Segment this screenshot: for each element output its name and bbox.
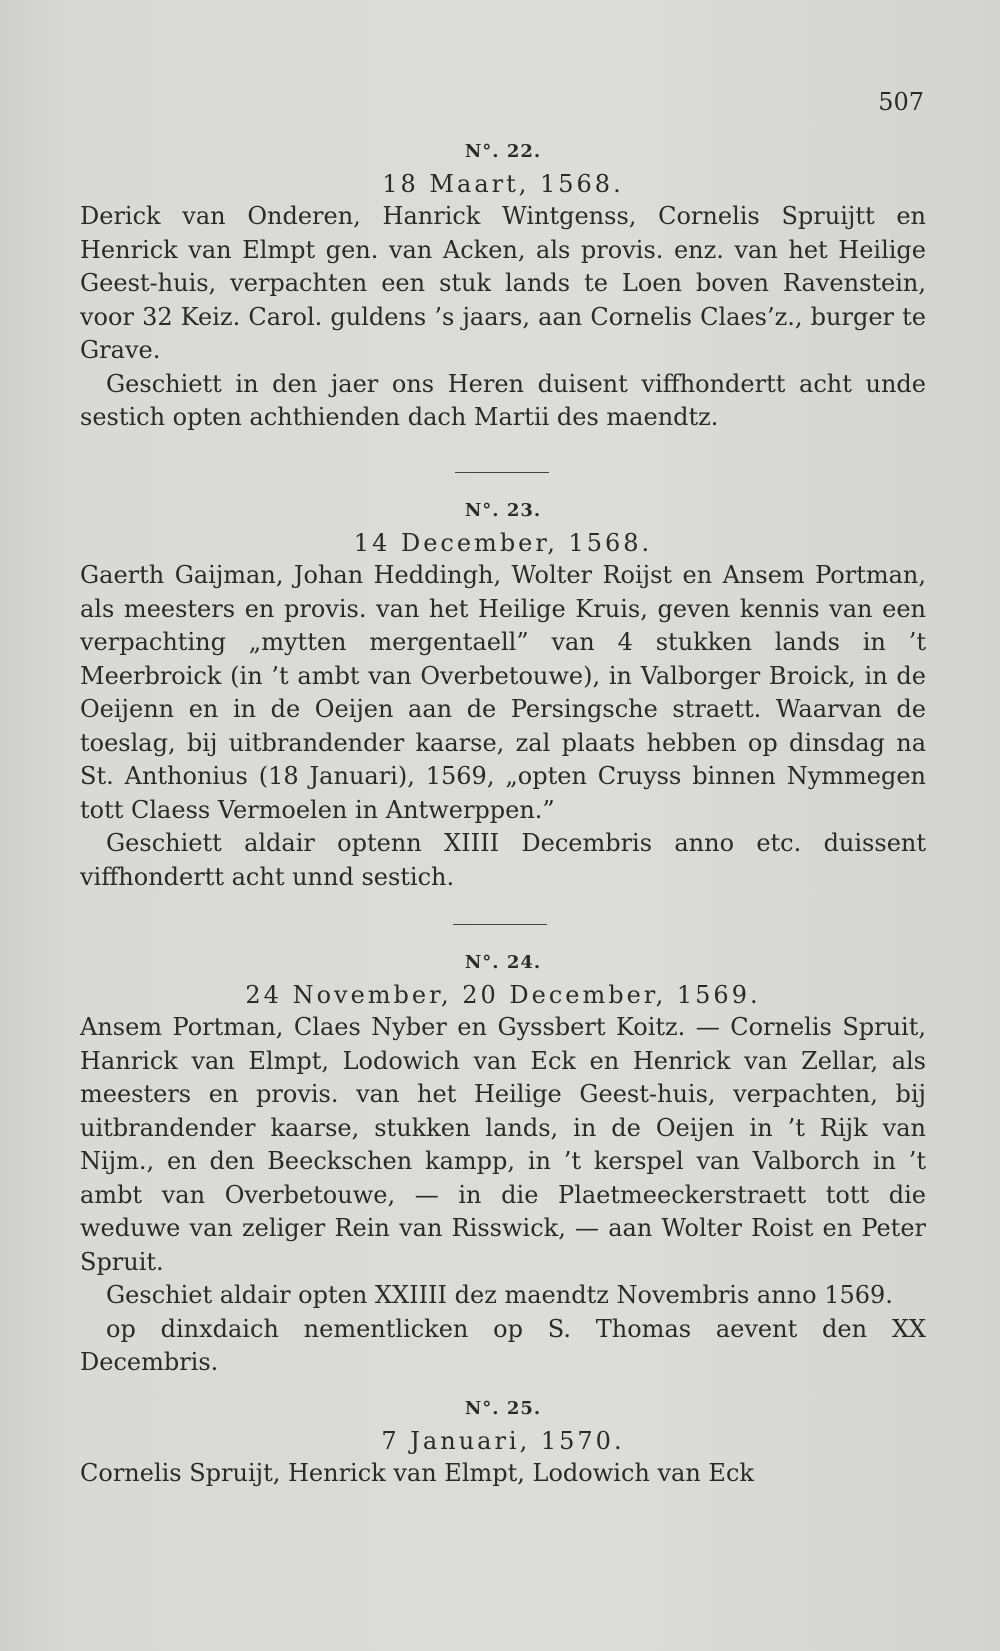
entry-number: N°. 23.	[464, 500, 542, 521]
entry-body: Derick van Onderen, Hanrick Wintgenss, Cornelis Spruijtt en Henrick van Elmpt gen. van Acken, als provis. enz. van het Heilige Geest-huis, verpachten een stuk lands te Loen boven Ravenstein, voor 32 Keiz. Carol. guldens ’s jaars, aan Cornelis Claes’z., burger te Grave.	[80, 202, 926, 364]
entry-number: N°. 25.	[464, 1398, 542, 1419]
entry-25	[80, 1398, 926, 1491]
entry-date: 18 Maart, 1568.	[382, 170, 624, 198]
divider	[453, 924, 547, 925]
entry-body: Gaerth Gaijman, Johan Heddingh, Wolter Roijst en Ansem Portman, als meesters en provis. van het Heilige Kruis, geven kennis van een verpachting „mytten mergentaell” van 4 stukken lands in ’t Meerbroick (in ’t ambt van Overbetouwe), in Valborger Broick, in de Oeijenn en in de Oeijen aan de Persingsche straett. Waarvan de toeslag, bij uitbrandender kaarse, zal plaats hebben op dinsdag na St. Anthonius (18 Januari), 1569, „opten Cruyss binnen Nymmegen tott Claess Vermoelen in Antwerppen.”	[80, 561, 926, 824]
entry-closing: Geschiett in den jaer ons Heren duisent viffhondertt acht unde sestich opten achthienden dach Martii des maendtz.	[80, 369, 926, 431]
entry-body: Ansem Portman, Claes Nyber en Gyssbert Koitz. — Cornelis Spruit, Hanrick van Elmpt, Lodowich van Eck en Henrick van Zellar, als meesters en provis. van het Heilige Geest-huis, verpachten, bij uitbrandender kaarse, stukken lands, in de Oeijen in ’t Rijk van Nijm., en den Beeckschen kampp, in ’t kerspel van Valborch in ’t ambt van Overbetouwe, — in die Plaetmeeckerstraett tott die weduwe van zeliger Rein van Risswick, — aan Wolter Roist en Peter Spruit.	[80, 1013, 926, 1276]
entry-closing: Geschiett aldair optenn XIIII Decembris anno etc. duissent viffhondertt acht unnd sestich.	[80, 829, 926, 891]
entry-closing-2: op dinxdaich nementlicken op S. Thomas aevent den XX Decembris.	[80, 1314, 926, 1376]
page-number: 507	[878, 88, 924, 116]
entry-date: 14 December, 1568.	[353, 529, 653, 557]
divider	[455, 472, 549, 473]
entry-number: N°. 22.	[464, 141, 542, 162]
entry-date: 7 Januari, 1570.	[381, 1427, 625, 1455]
entry-23	[80, 500, 926, 894]
entry-date: 24 November, 20 December, 1569.	[245, 981, 761, 1009]
entry-22	[80, 141, 926, 435]
entry-number: N°. 24.	[464, 952, 542, 973]
entry-24	[80, 952, 926, 1380]
entry-body: Cornelis Spruijt, Henrick van Elmpt, Lodowich van Eck	[80, 1459, 754, 1487]
entry-closing: Geschiet aldair opten XXIIII dez maendtz Novembris anno 1569.	[106, 1281, 893, 1309]
